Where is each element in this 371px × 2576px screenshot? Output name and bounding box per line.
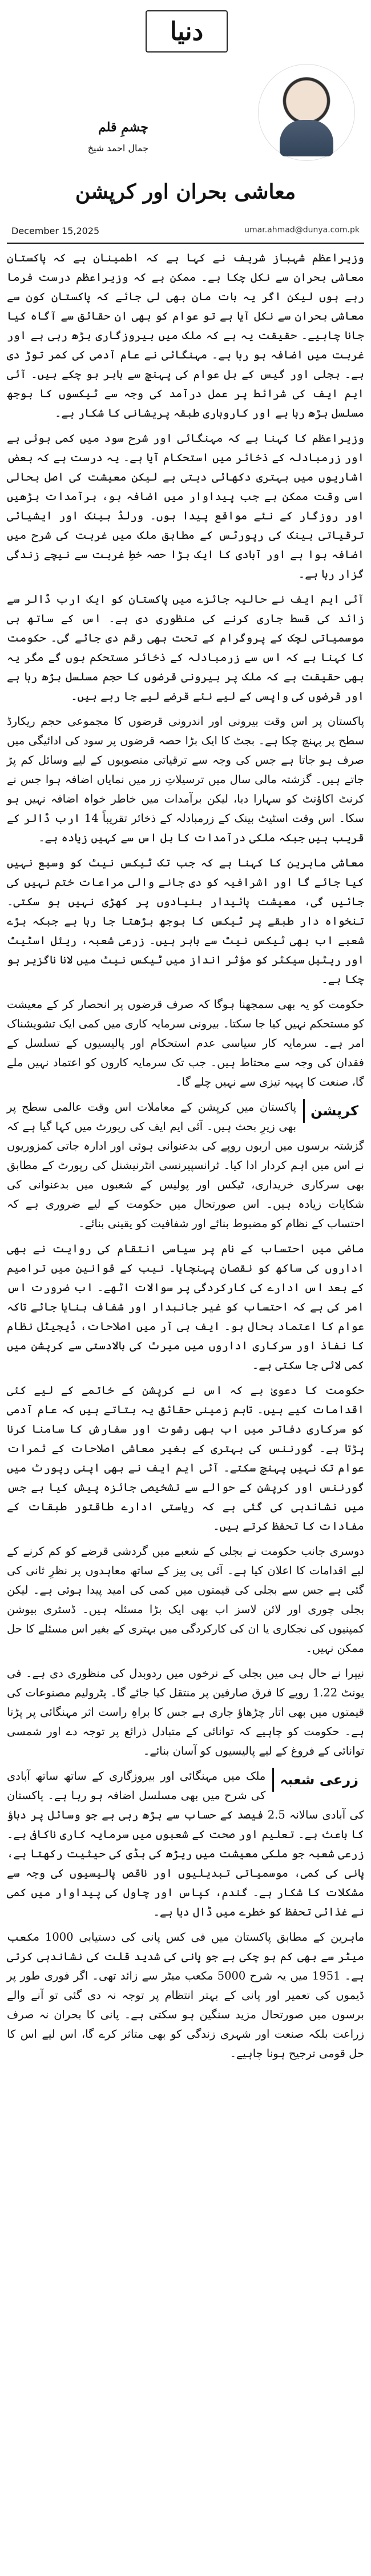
paragraph: نیپرا نے حال ہی میں بجلی کے نرخوں میں ردوبدل کی منظوری دی ہے۔ فی یونٹ 1.22 روپے کا فرق صارفین پر منتقل کیا جائے گا۔ پٹرولیم مصنوعات کی قیمتوں میں بھی اتار چڑھاؤ جاری ہے جس کا براہِ راست اثر مہنگائی پر پڑتا ہے۔ حکومت کو چاہیے کہ توانائی کے متبادل ذرائع پر توجہ دے اور شمسی توانائی کے فروغ کے لیے پالیسیوں کو آسان بنائے۔ — [7, 1667, 364, 1757]
newspaper-logo: دنیا — [146, 10, 228, 53]
author-photo — [258, 64, 355, 161]
paragraph: ماضی میں احتساب کے نام پر سیاسی انتقام کی روایت نے بھی اداروں کی ساکھ کو نقصان پہنچایا۔ نیب کے قوانین میں ترامیم کے بعد اس ادارے کی کارکردگی پر سوالات اٹھے۔ اب ضرورت اس امر کی ہے کہ احتساب کو غیر جانبدار اور شفاف بنایا جائے تاکہ عوام کا اعتماد بحال ہو۔ ایف بی آر میں اصلاحات، ڈیجیٹل نظام کا نفاذ اور سرکاری اداروں میں میرٹ کی بالادستی سے کرپشن میں کمی لائی جا سکتی ہے۔ — [7, 1242, 364, 1372]
publish-date: December 15,2025 — [11, 225, 100, 236]
article-title: معاشی بحران اور کرپشن — [75, 180, 296, 204]
author-email[interactable]: umar.ahmad@dunya.com.pk — [244, 225, 360, 235]
paragraph: پاکستان پر اس وقت بیرونی اور اندرونی قرضوں کا مجموعی حجم ریکارڈ سطح پر پہنچ چکا ہے۔ بجٹ کا ایک بڑا حصہ قرضوں پر سود کی ادائیگی میں صرف ہو جاتا ہے جس کی وجہ سے ترقیاتی منصوبوں کے لیے وسائل کم پڑ جاتے ہیں۔ گزشتہ مالی سال میں ترسیلاتِ زر میں نمایاں اضافہ ہوا جس نے کرنٹ اکاؤنٹ کو سہارا دیا، لیکن برآمدات میں خاطر خواہ اضافہ نہیں ہو سکا۔ اس وقت اسٹیٹ بینک کے زرمبادلہ کے ذخائر تقریباً 14 ارب ڈالر کے قریب ہیں جبکہ ملکی درآمدات کا بل اس سے کہیں زیادہ ہے۔ — [7, 715, 365, 844]
paragraph: آئی ایم ایف نے حالیہ جائزے میں پاکستان کو ایک ارب ڈالر سے زائد کی قسط جاری کرنے کی منظوری دی ہے۔ اس کے ساتھ ہی موسمیاتی لچک کے پروگرام کے تحت بھی رقم دی جائے گی۔ حکومت کا کہنا ہے کہ اس سے زرمبادلہ کے ذخائر مستحکم ہوں گے مگر یہ بھی حقیقت ہے کہ ملک پر بیرونی قرضوں کا حجم مسلسل بڑھ رہا ہے اور قرضوں کی واپسی کے لیے نئے قرضے لیے جا رہے ہیں۔ — [7, 592, 364, 703]
paragraph: معاشی ماہرین کا کہنا ہے کہ جب تک ٹیکس نیٹ کو وسیع نہیں کیا جائے گا اور اشرافیہ کو دی جانے والی مراعات ختم نہیں کی جائیں گی، معیشت پائیدار بنیادوں پر کھڑی نہیں ہو سکتی۔ تنخواہ دار طبقے پر ٹیکس کا بوجھ بڑھتا جا رہا ہے جبکہ بڑے شعبے اب بھی ٹیکس نیٹ سے باہر ہیں۔ زرعی شعبہ، ریئل اسٹیٹ اور ریٹیل سیکٹر کو مؤثر انداز میں ٹیکس نیٹ میں لانا ناگزیر ہو چکا ہے۔ — [7, 856, 364, 986]
paragraph: وزیراعظم شہباز شریف نے کہا ہے کہ اطمینان ہے کہ پاکستان معاشی بحران سے نکل چکا ہے۔ ممکن ہے کہ وزیراعظم درست فرما رہے ہوں لیکن اگر یہ بات مان بھی لی جائے کہ پاکستان کون سے معاشی بحران سے نکل آیا ہے تو عوام کو بھی ان حقائق سے آگاہ کیا جانا چاہیے۔ حقیقت یہ ہے کہ ملک میں بیروزگاری بڑھ رہی ہے اور غربت میں اضافہ ہو رہا ہے۔ مہنگائی نے عام آدمی کی کمر توڑ دی ہے۔ بجلی اور گیس کے بل عوام کی پہنچ سے باہر ہو چکے ہیں۔ آئی ایم ایف کی شرائط پر عمل درآمد کی وجہ سے ٹیکسوں کا بوجھ مسلسل بڑھ رہا ہے اور کاروباری طبقہ پریشانی کا شکار ہے۔ — [7, 251, 364, 420]
paragraph: پاکستان میں کرپشن کے معاملات اس وقت عالمی سطح پر بھی زیرِ بحث ہیں۔ آئی ایم ایف کی رپورٹ میں کہا گیا ہے کہ گزشتہ برسوں میں اربوں روپے کی بدعنوانی ہوئی اور ادارہ جاتی کمزوریوں نے اس میں اہم کردار ادا کیا۔ ٹرانسپیرنسی انٹرنیشنل کی رپورٹ کے مطابق بھی سرکاری خریداری، ٹیکس اور پولیس کے شعبوں میں بدعنوانی کی شکایات زیادہ ہیں۔ اس صورتحال میں حکومت کے لیے ضروری ہے کہ احتساب کے نظام کو مضبوط بنائے اور شفافیت کو یقینی بنائے۔ — [7, 1100, 364, 1230]
subheading: کرپشن — [303, 1099, 364, 1123]
paragraph: حکومت کا دعویٰ ہے کہ اس نے کرپشن کے خاتمے کے لیے کئی اقدامات کیے ہیں۔ تاہم زمینی حقائق یہ بتاتے ہیں کہ عام آدمی کو سرکاری دفاتر میں اب بھی رشوت اور سفارش کا سامنا کرنا پڑتا ہے۔ گورننس کی بہتری کے بغیر معاشی اصلاحات کے ثمرات عوام تک نہیں پہنچ سکتے۔ آئی ایم ایف نے بھی اپنی رپورٹ میں گورننس اور کرپشن کے حوالے سے تشخیصی جائزہ پیش کیا ہے جس میں نشاندہی کی گئی ہے کہ ریاستی ادارے طاقتور طبقات کے مفادات کا تحفظ کرتے ہیں۔ — [7, 1384, 364, 1533]
header-divider — [7, 243, 364, 244]
paragraph: حکومت کو یہ بھی سمجھنا ہوگا کہ صرف قرضوں پر انحصار کر کے معیشت کو مستحکم نہیں کیا جا سکتا۔ بیرونی سرمایہ کاری میں کمی ایک تشویشناک امر ہے۔ سرمایہ کار سیاسی عدم استحکام اور پالیسیوں کے تسلسل کے فقدان کی وجہ سے محتاط ہیں۔ جب تک سرمایہ کاروں کو اعتماد نہیں ملے گا، صنعت کا پہیہ تیزی سے نہیں چلے گا۔ — [7, 998, 364, 1089]
paragraph: ماہرین کے مطابق پاکستان میں فی کس پانی کی دستیابی 1000 مکعب میٹر سے بھی کم ہو چکی ہے جو پانی کی شدید قلت کی نشاندہی کرتی ہے۔ 1951 میں یہ شرح 5000 مکعب میٹر سے زائد تھی۔ اگر فوری طور پر ڈیموں کی تعمیر اور پانی کے بہتر انتظام پر توجہ نہ دی گئی تو آنے والے برسوں میں صورتحال مزید سنگین ہو سکتی ہے۔ پانی کا بحران نہ صرف زراعت بلکہ صنعت اور شہری زندگی کو بھی متاثر کرے گا، اس لیے اس کا حل قومی ترجیح ہونا چاہیے۔ — [7, 1930, 364, 2060]
subheading: زرعی شعبہ — [272, 1768, 364, 1792]
author-name: جمال احمد شیخ — [87, 143, 148, 154]
paragraph: دوسری جانب حکومت نے بجلی کے شعبے میں گردشی قرضے کو کم کرنے کے لیے اقدامات کا اعلان کیا ہے۔ آئی پی پیز کے ساتھ معاہدوں پر نظرِ ثانی کی گئی ہے جس سے بجلی کی قیمتوں میں کمی کی امید پیدا ہوئی ہے۔ لیکن بجلی چوری اور لائن لاسز اب بھی ایک بڑا مسئلہ ہیں۔ ڈسٹری بیوشن کمپنیوں کی نجکاری یا ان کی کارکردگی میں بہتری کے بغیر اس مسئلے کا حل ممکن نہیں۔ — [7, 1545, 364, 1655]
article-body — [7, 248, 364, 2559]
column-name: چشمِ قلم — [98, 120, 148, 135]
masthead — [0, 0, 371, 74]
paragraph: وزیراعظم کا کہنا ہے کہ مہنگائی اور شرح سود میں کمی ہوئی ہے اور زرمبادلہ کے ذخائر میں استحکام آیا ہے۔ یہ درست ہے کہ بعض اشاریوں میں بہتری دکھائی دیتی ہے لیکن معیشت کی اصل بحالی اسی وقت ممکن ہے جب پیداوار میں اضافہ ہو، برآمدات بڑھیں اور روزگار کے نئے مواقع پیدا ہوں۔ ورلڈ بینک اور ایشیائی ترقیاتی بینک کی رپورٹس کے مطابق ملک میں غربت کی شرح میں اضافہ ہوا ہے اور آبادی کا ایک بڑا حصہ خطِ غربت سے نیچے زندگی گزار رہا ہے۔ — [7, 432, 364, 580]
paragraph: ملک میں مہنگائی اور بیروزگاری کے ساتھ ساتھ آبادی کی شرح میں بھی مسلسل اضافہ ہو رہا ہے۔ پاکستان کی آبادی سالانہ 2.5 فیصد کے حساب سے بڑھ رہی ہے جو وسائل پر دباؤ کا باعث ہے۔ تعلیم اور صحت کے شعبوں میں سرمایہ کاری ناکافی ہے۔ زرعی شعبہ جو ملکی معیشت میں ریڑھ کی ہڈی کی حیثیت رکھتا ہے، پانی کی کمی، موسمیاتی تبدیلیوں اور ناقص پالیسیوں کی وجہ سے مشکلات کا شکار ہے۔ گندم، کپاس اور چاول کی پیداوار میں کمی نے غذائی تحفظ کو خطرے میں ڈال دیا ہے۔ — [7, 1769, 365, 1918]
